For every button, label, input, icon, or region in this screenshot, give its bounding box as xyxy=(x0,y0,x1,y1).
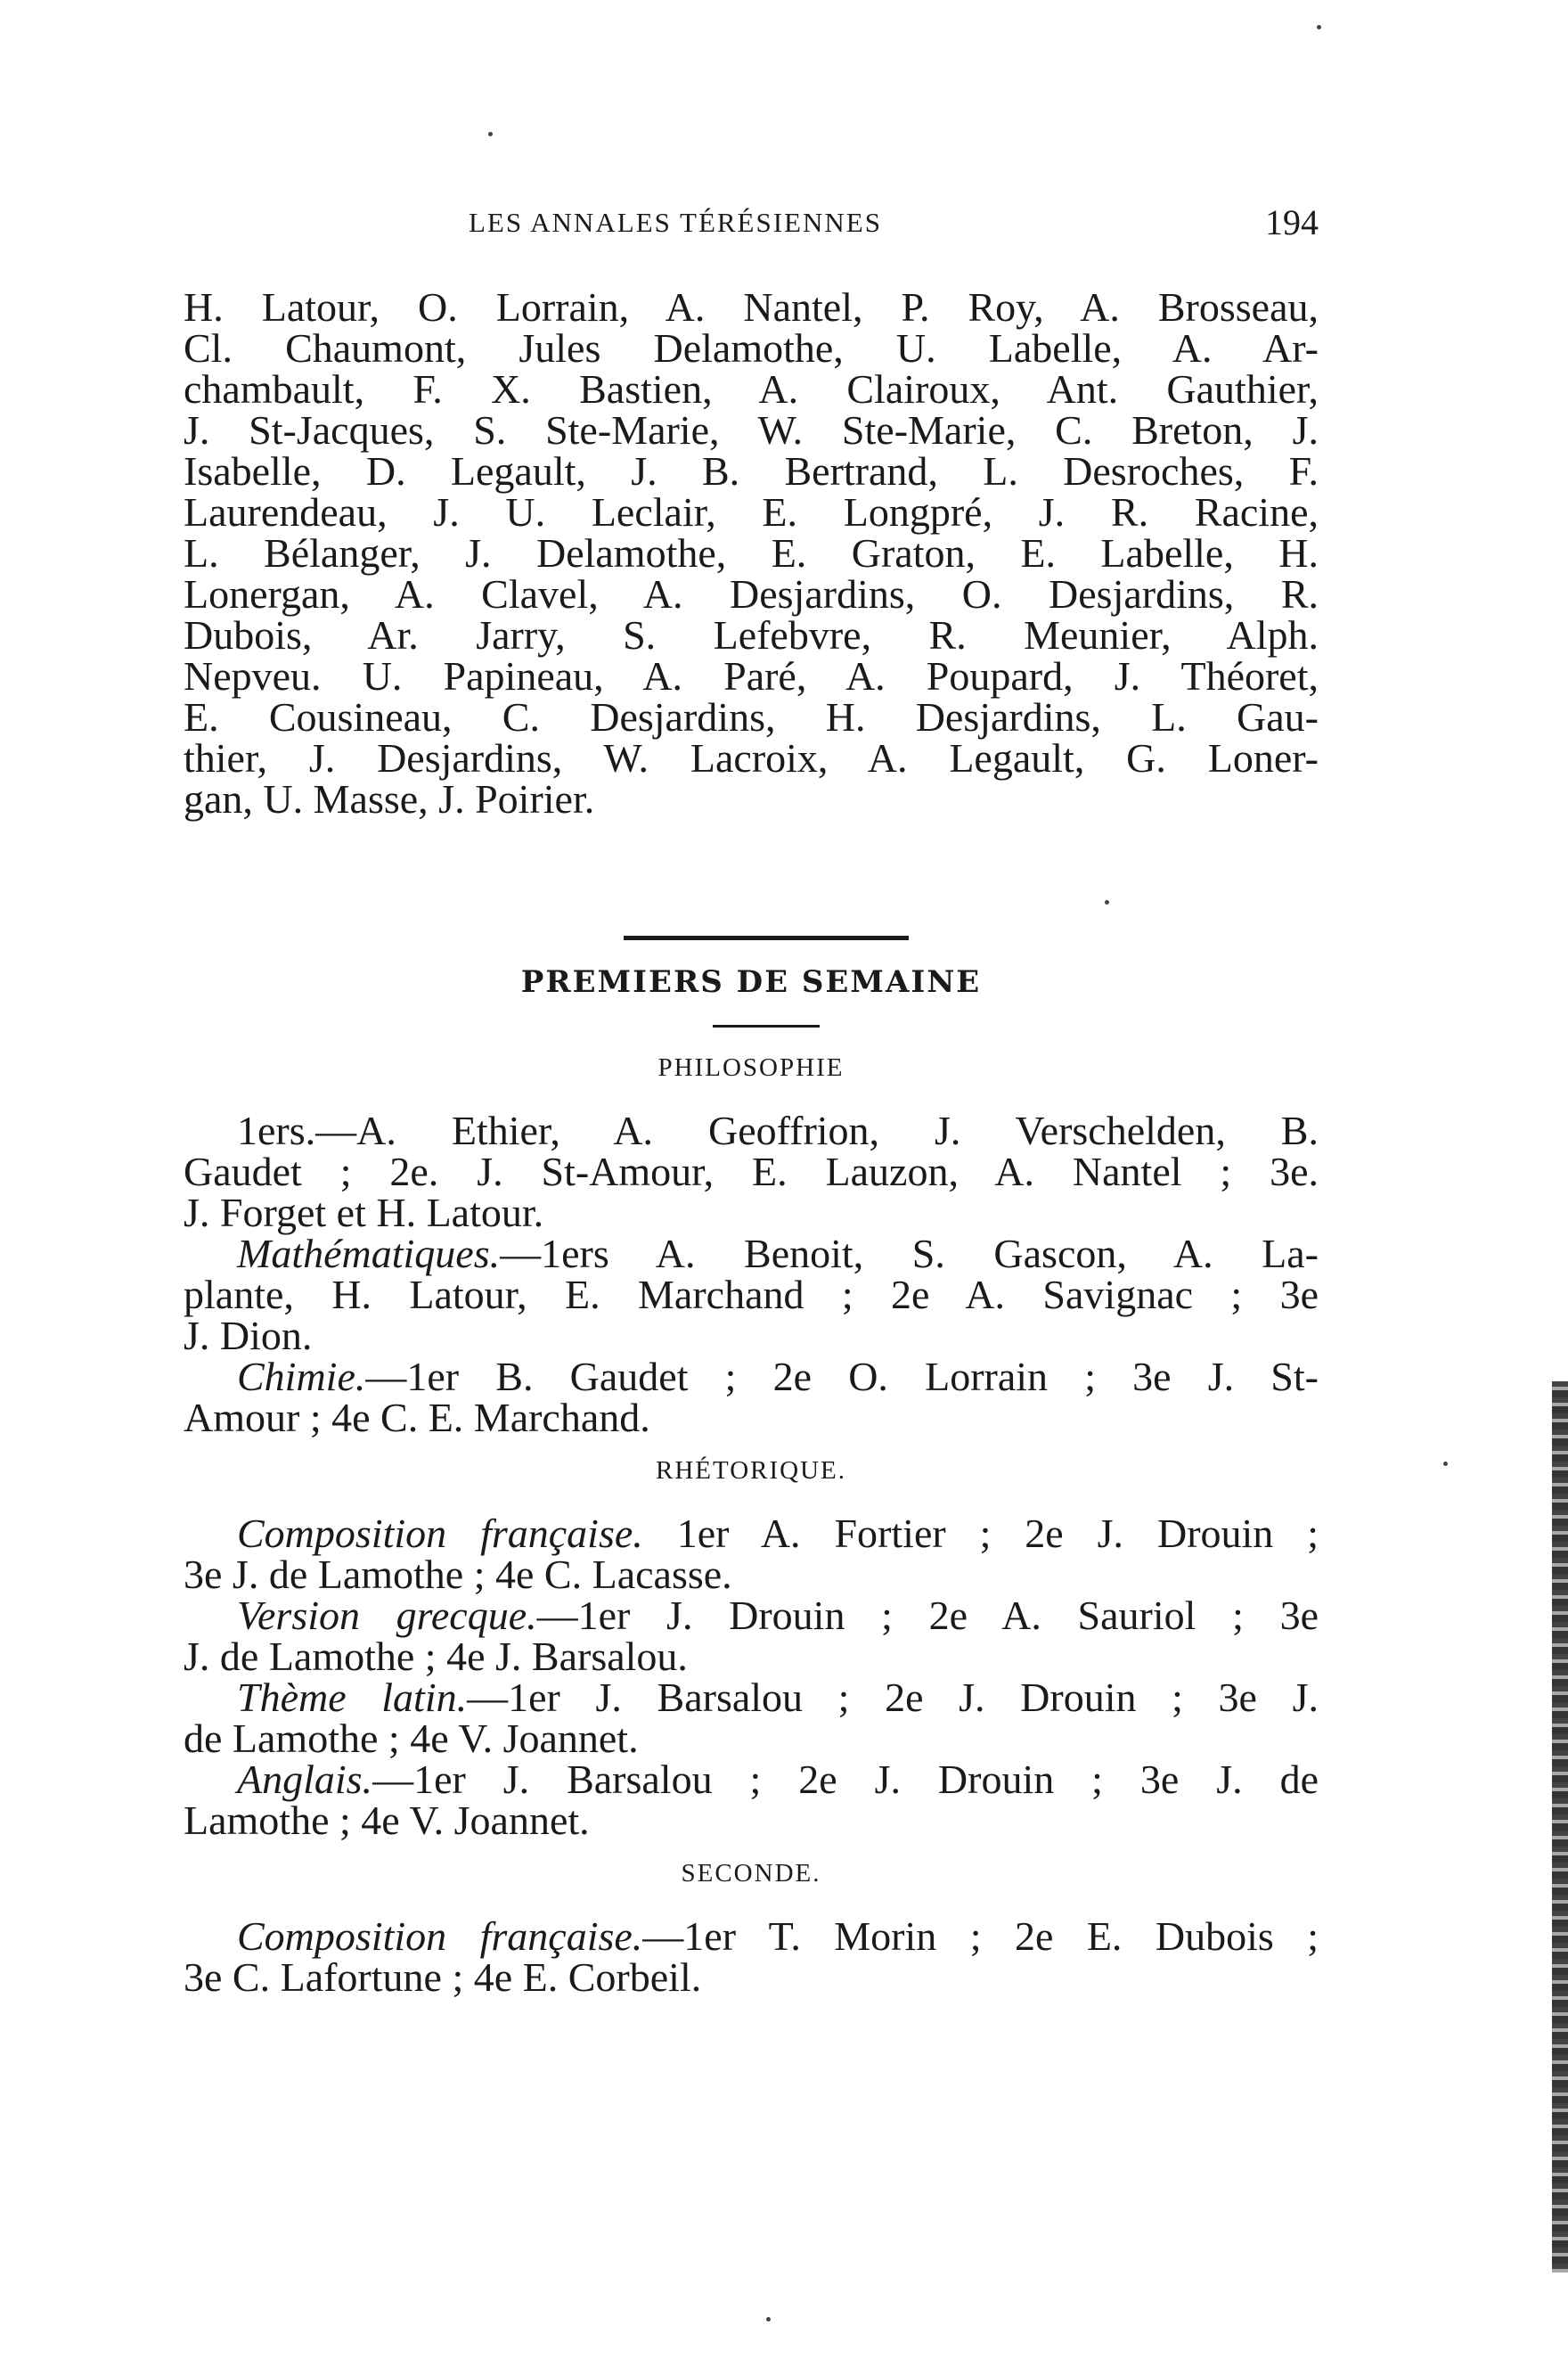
text-line: Laurendeau, J. U. Leclair, E. Longpré, J. R. Racine, xyxy=(184,489,1319,535)
seconde-paragraph-composition xyxy=(184,1913,1319,2000)
text-line: J. Forget et H. Latour. xyxy=(184,1190,544,1235)
text-line: E. Cousineau, C. Desjardins, H. Desjardins, L. Gau- xyxy=(184,694,1319,740)
philosophie-paragraph-1 xyxy=(184,1110,1319,1233)
text-line xyxy=(184,1233,1319,1274)
scan-speck xyxy=(1317,25,1321,29)
subject-label: Composition française. xyxy=(237,1511,643,1556)
text-line: thier, J. Desjardins, W. Lacroix, A. Legault, G. Loner- xyxy=(184,735,1319,781)
subject-label: Composition française. xyxy=(237,1913,643,1959)
text-line: 1ers.—A. Ethier, A. Geoffrion, J. Verschelden, B. xyxy=(237,1108,1319,1153)
text-line: J. Dion. xyxy=(184,1313,313,1358)
text-line xyxy=(184,1513,1319,1554)
text-line: H. Latour, O. Lorrain, A. Nantel, P. Roy, A. Brosseau, xyxy=(184,284,1319,330)
text-line: plante, H. Latour, E. Marchand ; 2e A. Savignac ; 3e xyxy=(184,1272,1319,1317)
text-span: —1er B. Gaudet ; 2e O. Lorrain ; 3e J. St- xyxy=(365,1354,1319,1399)
page-edge-shadow xyxy=(1552,1381,1568,2273)
text-line: Dubois, Ar. Jarry, S. Lefebvre, R. Meunier, Alph. xyxy=(184,612,1319,658)
page-number: 194 xyxy=(1265,202,1319,242)
text-line xyxy=(184,1759,1319,1800)
text-line: Gaudet ; 2e. J. St-Amour, E. Lauzon, A. Nantel ; 3e. xyxy=(184,1149,1319,1194)
running-title: LES ANNALES TÉRÉSIENNES xyxy=(469,207,882,238)
rhetorique-paragraph-version-grecque xyxy=(184,1595,1319,1677)
rhetorique-paragraph-composition xyxy=(184,1513,1319,1595)
text-span: —1ers A. Benoit, S. Gascon, A. La- xyxy=(500,1231,1319,1276)
text-line: 3e J. de Lamothe ; 4e C. Lacasse. xyxy=(184,1552,732,1597)
subject-label: Thème latin. xyxy=(237,1675,468,1720)
names-paragraph xyxy=(184,284,1319,822)
text-line: Lonergan, A. Clavel, A. Desjardins, O. Desjardins, R. xyxy=(184,571,1319,617)
text-span: —1er J. Barsalou ; 2e J. Drouin ; 3e J. de xyxy=(372,1757,1319,1802)
running-head xyxy=(184,200,1319,244)
section-divider-rule xyxy=(624,936,909,940)
text-span: 1er A. Fortier ; 2e J. Drouin ; xyxy=(642,1511,1319,1556)
philosophie-paragraph-mathematiques xyxy=(184,1233,1319,1356)
text-span: —1er J. Barsalou ; 2e J. Drouin ; 3e J. xyxy=(467,1675,1319,1720)
scan-speck xyxy=(1105,900,1109,905)
text-line xyxy=(184,1913,1319,1959)
text-line: J. de Lamothe ; 4e J. Barsalou. xyxy=(184,1634,688,1679)
subsection-title-rhetorique: RHÉTORIQUE. xyxy=(656,1456,846,1485)
text-line: J. St-Jacques, S. Ste-Marie, W. Ste-Marie, C. Breton, J. xyxy=(184,407,1319,453)
text-line: Lamothe ; 4e V. Joannet. xyxy=(184,1798,590,1843)
subject-label: Mathématiques. xyxy=(237,1231,501,1276)
subject-label: Version grecque. xyxy=(237,1593,537,1638)
text-line: Cl. Chaumont, Jules Delamothe, U. Labelle, A. Ar- xyxy=(184,325,1319,371)
text-line xyxy=(184,1677,1319,1718)
text-line: de Lamothe ; 4e V. Joannet. xyxy=(184,1716,639,1761)
rhetorique-paragraph-theme-latin xyxy=(184,1677,1319,1759)
text-line xyxy=(184,1356,1319,1397)
subsection-title-philosophie: PHILOSOPHIE xyxy=(657,1053,845,1082)
philosophie-paragraph-chimie xyxy=(184,1356,1319,1438)
text-span: —1er T. Morin ; 2e E. Dubois ; xyxy=(642,1913,1319,1959)
text-line xyxy=(184,1595,1319,1636)
text-line: Isabelle, D. Legault, J. B. Bertrand, L. Desroches, F. xyxy=(184,448,1319,494)
text-line: chambault, F. X. Bastien, A. Clairoux, Ant. Gauthier, xyxy=(184,366,1319,412)
text-line: L. Bélanger, J. Delamothe, E. Graton, E. Labelle, H. xyxy=(184,530,1319,576)
text-line: Nepveu. U. Papineau, A. Paré, A. Poupard, J. Théoret, xyxy=(184,653,1319,699)
scan-speck xyxy=(766,2317,771,2322)
text-line: 3e C. Lafortune ; 4e E. Corbeil. xyxy=(184,1954,702,2000)
text-span: —1er J. Drouin ; 2e A. Sauriol ; 3e xyxy=(536,1593,1319,1638)
scan-speck xyxy=(488,132,493,136)
text-line: Amour ; 4e C. E. Marchand. xyxy=(184,1395,650,1440)
subject-label: Anglais. xyxy=(237,1757,373,1802)
section-title: PREMIERS DE SEMAINE xyxy=(520,964,982,1000)
subject-label: Chimie. xyxy=(237,1354,366,1399)
subsection-divider-rule xyxy=(713,1025,820,1028)
rhetorique-paragraph-anglais xyxy=(184,1759,1319,1841)
subsection-title-seconde: SECONDE. xyxy=(681,1859,821,1888)
scan-speck xyxy=(1443,1462,1448,1466)
text-line: gan, U. Masse, J. Poirier. xyxy=(184,776,595,822)
